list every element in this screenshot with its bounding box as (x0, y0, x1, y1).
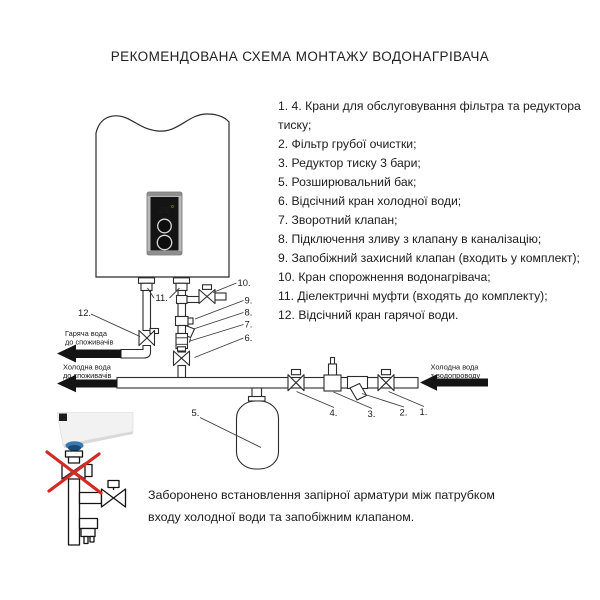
valve1-handle (382, 370, 391, 375)
temperature-display: 26 (158, 205, 170, 215)
cold-main (117, 378, 418, 389)
cold-dielectric-coupling (174, 278, 190, 284)
warning-note (148, 485, 578, 528)
callout-10: 10. (237, 277, 251, 288)
inlet-flange (66, 451, 83, 457)
legend-item: 2. Фільтр грубої очистки; (278, 137, 417, 151)
water-heater (96, 114, 229, 277)
warning-line: входу холодної води та запобіжним клапаном. (148, 509, 415, 524)
legend-item: 11. Діелектричні муфти (входять до комплекту); (278, 289, 548, 303)
legend-item: 10. Кран спорожнення водонагрівача; (278, 270, 491, 284)
legend-item: 3. Редуктор тиску 3 бари; (278, 156, 421, 170)
hot-elbow (121, 346, 151, 359)
legend-item: 8. Підключення зливу з клапану в каналізацію; (278, 232, 542, 246)
callout-5: 5. (191, 407, 200, 418)
legend-item: 12. Відсічний кран гарячої води. (278, 308, 459, 322)
prohibited-installation (47, 413, 133, 546)
control-panel (147, 192, 182, 255)
cold-out-label-2: до споживачів (63, 371, 112, 380)
drain-valve[interactable] (199, 290, 207, 304)
legend-item: 6. Відсічний кран холодної води; (278, 194, 462, 208)
legend-item: 9. Запобіжний захисний клапан (входить у комплект); (278, 251, 580, 265)
hot-shutoff-valve[interactable] (139, 331, 147, 346)
lower-knob-icon[interactable] (157, 235, 171, 249)
cold-inlet-pipe (174, 278, 227, 378)
safety-valve (176, 317, 189, 326)
cold-valve-handle (178, 347, 186, 351)
hot-out-label-2: до споживачів (65, 337, 114, 347)
callout-4: 4. (329, 407, 338, 418)
cold-shutoff-valve[interactable] (174, 351, 182, 366)
legend-list (278, 97, 584, 325)
pressure-reducer (324, 375, 341, 391)
cold-in-label-2: з водопроводу (430, 371, 481, 380)
callout-1: 1. (419, 406, 428, 417)
legend-item: 7. Зворотний клапан; (278, 213, 398, 227)
legend-item: 1. 4. Крани для обслуговування фільтра та редуктора тиску; (278, 99, 581, 132)
callout-7: 7. (244, 318, 253, 330)
upper-knob-icon[interactable] (158, 219, 172, 233)
drain-valve-handle (203, 285, 212, 290)
hot-out-arrow-icon (57, 345, 76, 363)
heater-mark (59, 414, 67, 422)
hot-out-label-1: Гаряча вода (65, 329, 107, 338)
callout-6: 6. (244, 332, 253, 343)
callout-2: 2. (399, 406, 408, 418)
expansion-tank (237, 401, 279, 469)
cold-out-label-1: Холодна вода (63, 362, 111, 372)
inset-safety-valve (81, 529, 95, 537)
cold-in-label-1: Холодна вода (430, 362, 479, 372)
callout-3: 3. (367, 408, 376, 419)
hot-dielectric-coupling (139, 278, 155, 284)
callout-11: 11. (155, 292, 168, 303)
drain-tee (177, 296, 188, 304)
callout-12: 12. (78, 307, 92, 318)
panel-top-cap (148, 193, 182, 197)
valve4-handle (292, 370, 301, 375)
panel-bottom-cap (148, 251, 182, 255)
legend-item: 5. Розширювальний бак; (278, 175, 417, 189)
callout-8: 8. (244, 306, 253, 318)
callout-9: 9. (244, 294, 253, 306)
page-title: РЕКОМЕНДОВАНА СХЕМА МОНТАЖУ ВОДОНАГРІВАЧА (110, 49, 490, 64)
hot-water-line (121, 278, 159, 358)
side-valve-handle (108, 481, 119, 488)
side-valve (102, 489, 114, 507)
warning-line: Заборонено встановлення запірної арматури між патрубком (148, 488, 495, 502)
